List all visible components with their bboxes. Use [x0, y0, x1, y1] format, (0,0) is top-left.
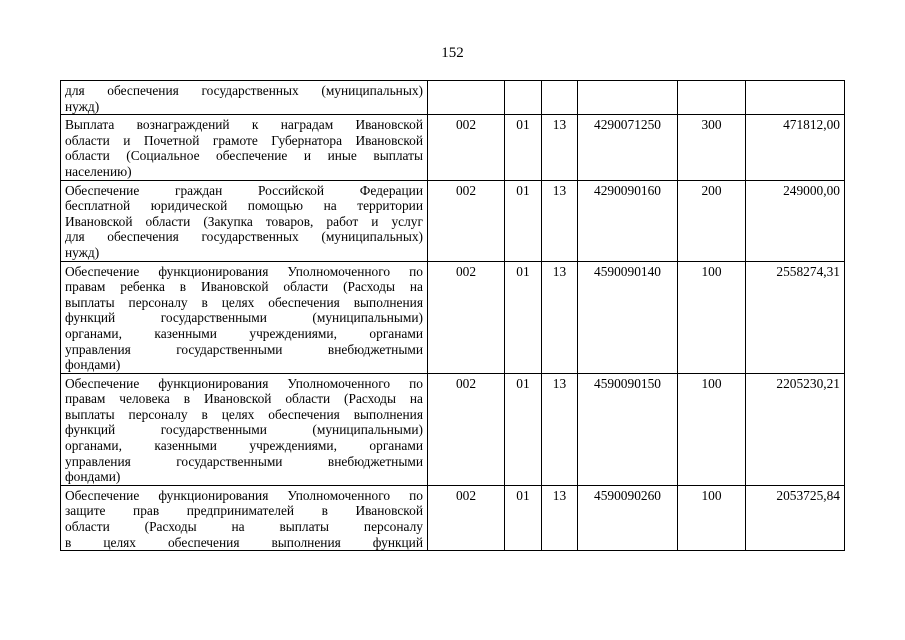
expense-name-line: правам человека в Ивановской области (Расходы на [65, 391, 423, 407]
ministry-code-cell: 002 [428, 485, 505, 550]
expense-name-line: правам ребенка в Ивановской области (Расходы на [65, 279, 423, 295]
expense-name-line: управления государственными внебюджетными [65, 453, 423, 469]
expense-name-line: в целях обеспечения выполнения функций [65, 534, 423, 550]
ministry-code-cell: 002 [428, 261, 505, 373]
amount-cell: 2053725,84 [746, 485, 845, 550]
expense-name-line: Обеспечение функционирования Уполномоченного по [65, 375, 423, 391]
ministry-code-cell [428, 81, 505, 115]
section-code-cell: 01 [505, 115, 542, 180]
section-code-cell [505, 81, 542, 115]
amount-cell: 2205230,21 [746, 373, 845, 485]
target-article-cell: 4290090160 [578, 180, 678, 261]
ministry-code-cell: 002 [428, 115, 505, 180]
expense-name-line: функций государственными (муниципальными) [65, 422, 423, 438]
expense-name-cell [61, 81, 428, 115]
target-article-cell: 4590090140 [578, 261, 678, 373]
table-row [61, 485, 845, 550]
subsection-code-cell: 13 [542, 115, 578, 180]
table-row [61, 115, 845, 180]
section-code-cell: 01 [505, 373, 542, 485]
target-article-cell [578, 81, 678, 115]
subsection-code-cell: 13 [542, 485, 578, 550]
section-code-cell: 01 [505, 180, 542, 261]
expense-name-line: органами, казенными учреждениями, органами [65, 438, 423, 454]
expense-name-cell [61, 180, 428, 261]
subsection-code-cell: 13 [542, 373, 578, 485]
expense-name-line: Ивановской области (Закупка товаров, работ и услуг [65, 213, 423, 229]
expense-name-cell [61, 373, 428, 485]
expense-name-line: органами, казенными учреждениями, органами [65, 325, 423, 341]
expense-type-cell: 300 [678, 115, 746, 180]
expense-name-line: области и Почетной грамоте Губернатора Ивановской [65, 132, 423, 148]
expense-type-cell [678, 81, 746, 115]
expense-type-cell: 100 [678, 485, 746, 550]
expense-name-line: нужд) [65, 244, 100, 260]
expense-name-cell [61, 261, 428, 373]
budget-table [60, 80, 845, 551]
expense-name-line: фондами) [65, 469, 121, 485]
expense-name-cell [61, 485, 428, 550]
subsection-code-cell: 13 [542, 261, 578, 373]
expense-name-line: области (Расходы на выплаты персоналу [65, 519, 423, 535]
expense-type-cell: 200 [678, 180, 746, 261]
target-article-cell: 4290071250 [578, 115, 678, 180]
expense-type-cell: 100 [678, 261, 746, 373]
target-article-cell: 4590090150 [578, 373, 678, 485]
expense-name-line: для обеспечения государственных (муниципальных) [65, 83, 423, 98]
table-row [61, 261, 845, 373]
amount-cell: 471812,00 [746, 115, 845, 180]
expense-name-line: выплаты персоналу в целях обеспечения выполнения [65, 294, 423, 310]
expense-name-line: Выплата вознаграждений к наградам Ивановской [65, 117, 423, 133]
expense-name-line: выплаты персоналу в целях обеспечения выполнения [65, 406, 423, 422]
table-row [61, 373, 845, 485]
expense-name-line: для обеспечения государственных (муниципальных) [65, 229, 423, 245]
expense-type-cell: 100 [678, 373, 746, 485]
subsection-code-cell: 13 [542, 180, 578, 261]
amount-cell: 249000,00 [746, 180, 845, 261]
section-code-cell: 01 [505, 485, 542, 550]
amount-cell [746, 81, 845, 115]
expense-name-line: области (Социальное обеспечение и иные выплаты [65, 148, 423, 164]
subsection-code-cell [542, 81, 578, 115]
expense-name-line: функций государственными (муниципальными) [65, 310, 423, 326]
expense-name-line: бесплатной юридической помощью на территории [65, 198, 423, 214]
expense-name-line: Обеспечение функционирования Уполномоченного по [65, 487, 423, 503]
ministry-code-cell: 002 [428, 180, 505, 261]
ministry-code-cell: 002 [428, 373, 505, 485]
expense-name-line: Обеспечение граждан Российской Федерации [65, 182, 423, 198]
expense-name-line: фондами) [65, 357, 121, 373]
table-body [61, 81, 845, 551]
table-row [61, 81, 845, 115]
target-article-cell: 4590090260 [578, 485, 678, 550]
table-row [61, 180, 845, 261]
amount-cell: 2558274,31 [746, 261, 845, 373]
page-number: 152 [441, 45, 464, 61]
expense-name-cell [61, 115, 428, 180]
section-code-cell: 01 [505, 261, 542, 373]
expense-name-line: Обеспечение функционирования Уполномоченного по [65, 263, 423, 279]
expense-name-line: управления государственными внебюджетными [65, 341, 423, 357]
expense-name-line: населению) [65, 163, 132, 179]
expense-name-line: защите прав предпринимателей в Ивановской [65, 503, 423, 519]
expense-name-line: нужд) [65, 98, 100, 114]
